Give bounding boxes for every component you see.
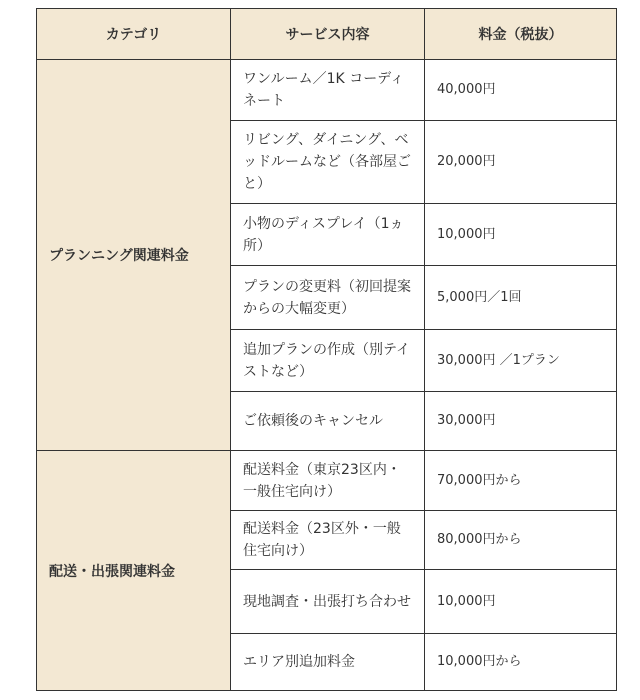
price-cell: 40,000円	[425, 60, 617, 121]
service-cell: 配送料金（23区外・一般住宅向け）	[231, 511, 425, 570]
service-cell: プランの変更料（初回提案からの大幅変更）	[231, 266, 425, 330]
header-row	[37, 9, 617, 60]
service-cell: ワンルーム／1K コーディネート	[231, 60, 425, 121]
table-row	[37, 451, 617, 511]
price-cell: 30,000円	[425, 392, 617, 451]
price-cell: 80,000円から	[425, 511, 617, 570]
service-cell: ご依頼後のキャンセル	[231, 392, 425, 451]
table-row	[37, 60, 617, 121]
category-cell-delivery: 配送・出張関連料金	[37, 451, 231, 691]
price-cell: 10,000円	[425, 204, 617, 266]
price-cell: 70,000円から	[425, 451, 617, 511]
service-cell: 追加プランの作成（別テイストなど）	[231, 330, 425, 392]
price-cell: 20,000円	[425, 121, 617, 204]
price-table	[36, 8, 617, 691]
header-service: サービス内容	[231, 9, 425, 60]
service-cell: 現地調査・出張打ち合わせ	[231, 570, 425, 634]
category-cell-planning: プランニング関連料金	[37, 60, 231, 451]
service-cell: 配送料金（東京23区内・一般住宅向け）	[231, 451, 425, 511]
header-category: カテゴリ	[37, 9, 231, 60]
service-cell: エリア別追加料金	[231, 634, 425, 691]
header-price: 料金（税抜）	[425, 9, 617, 60]
price-cell: 10,000円	[425, 570, 617, 634]
service-cell: リビング、ダイニング、ベッドルームなど（各部屋ごと）	[231, 121, 425, 204]
price-cell: 10,000円から	[425, 634, 617, 691]
price-cell: 5,000円／1回	[425, 266, 617, 330]
service-cell: 小物のディスプレイ（1ヵ所）	[231, 204, 425, 266]
price-cell: 30,000円 ／1プラン	[425, 330, 617, 392]
